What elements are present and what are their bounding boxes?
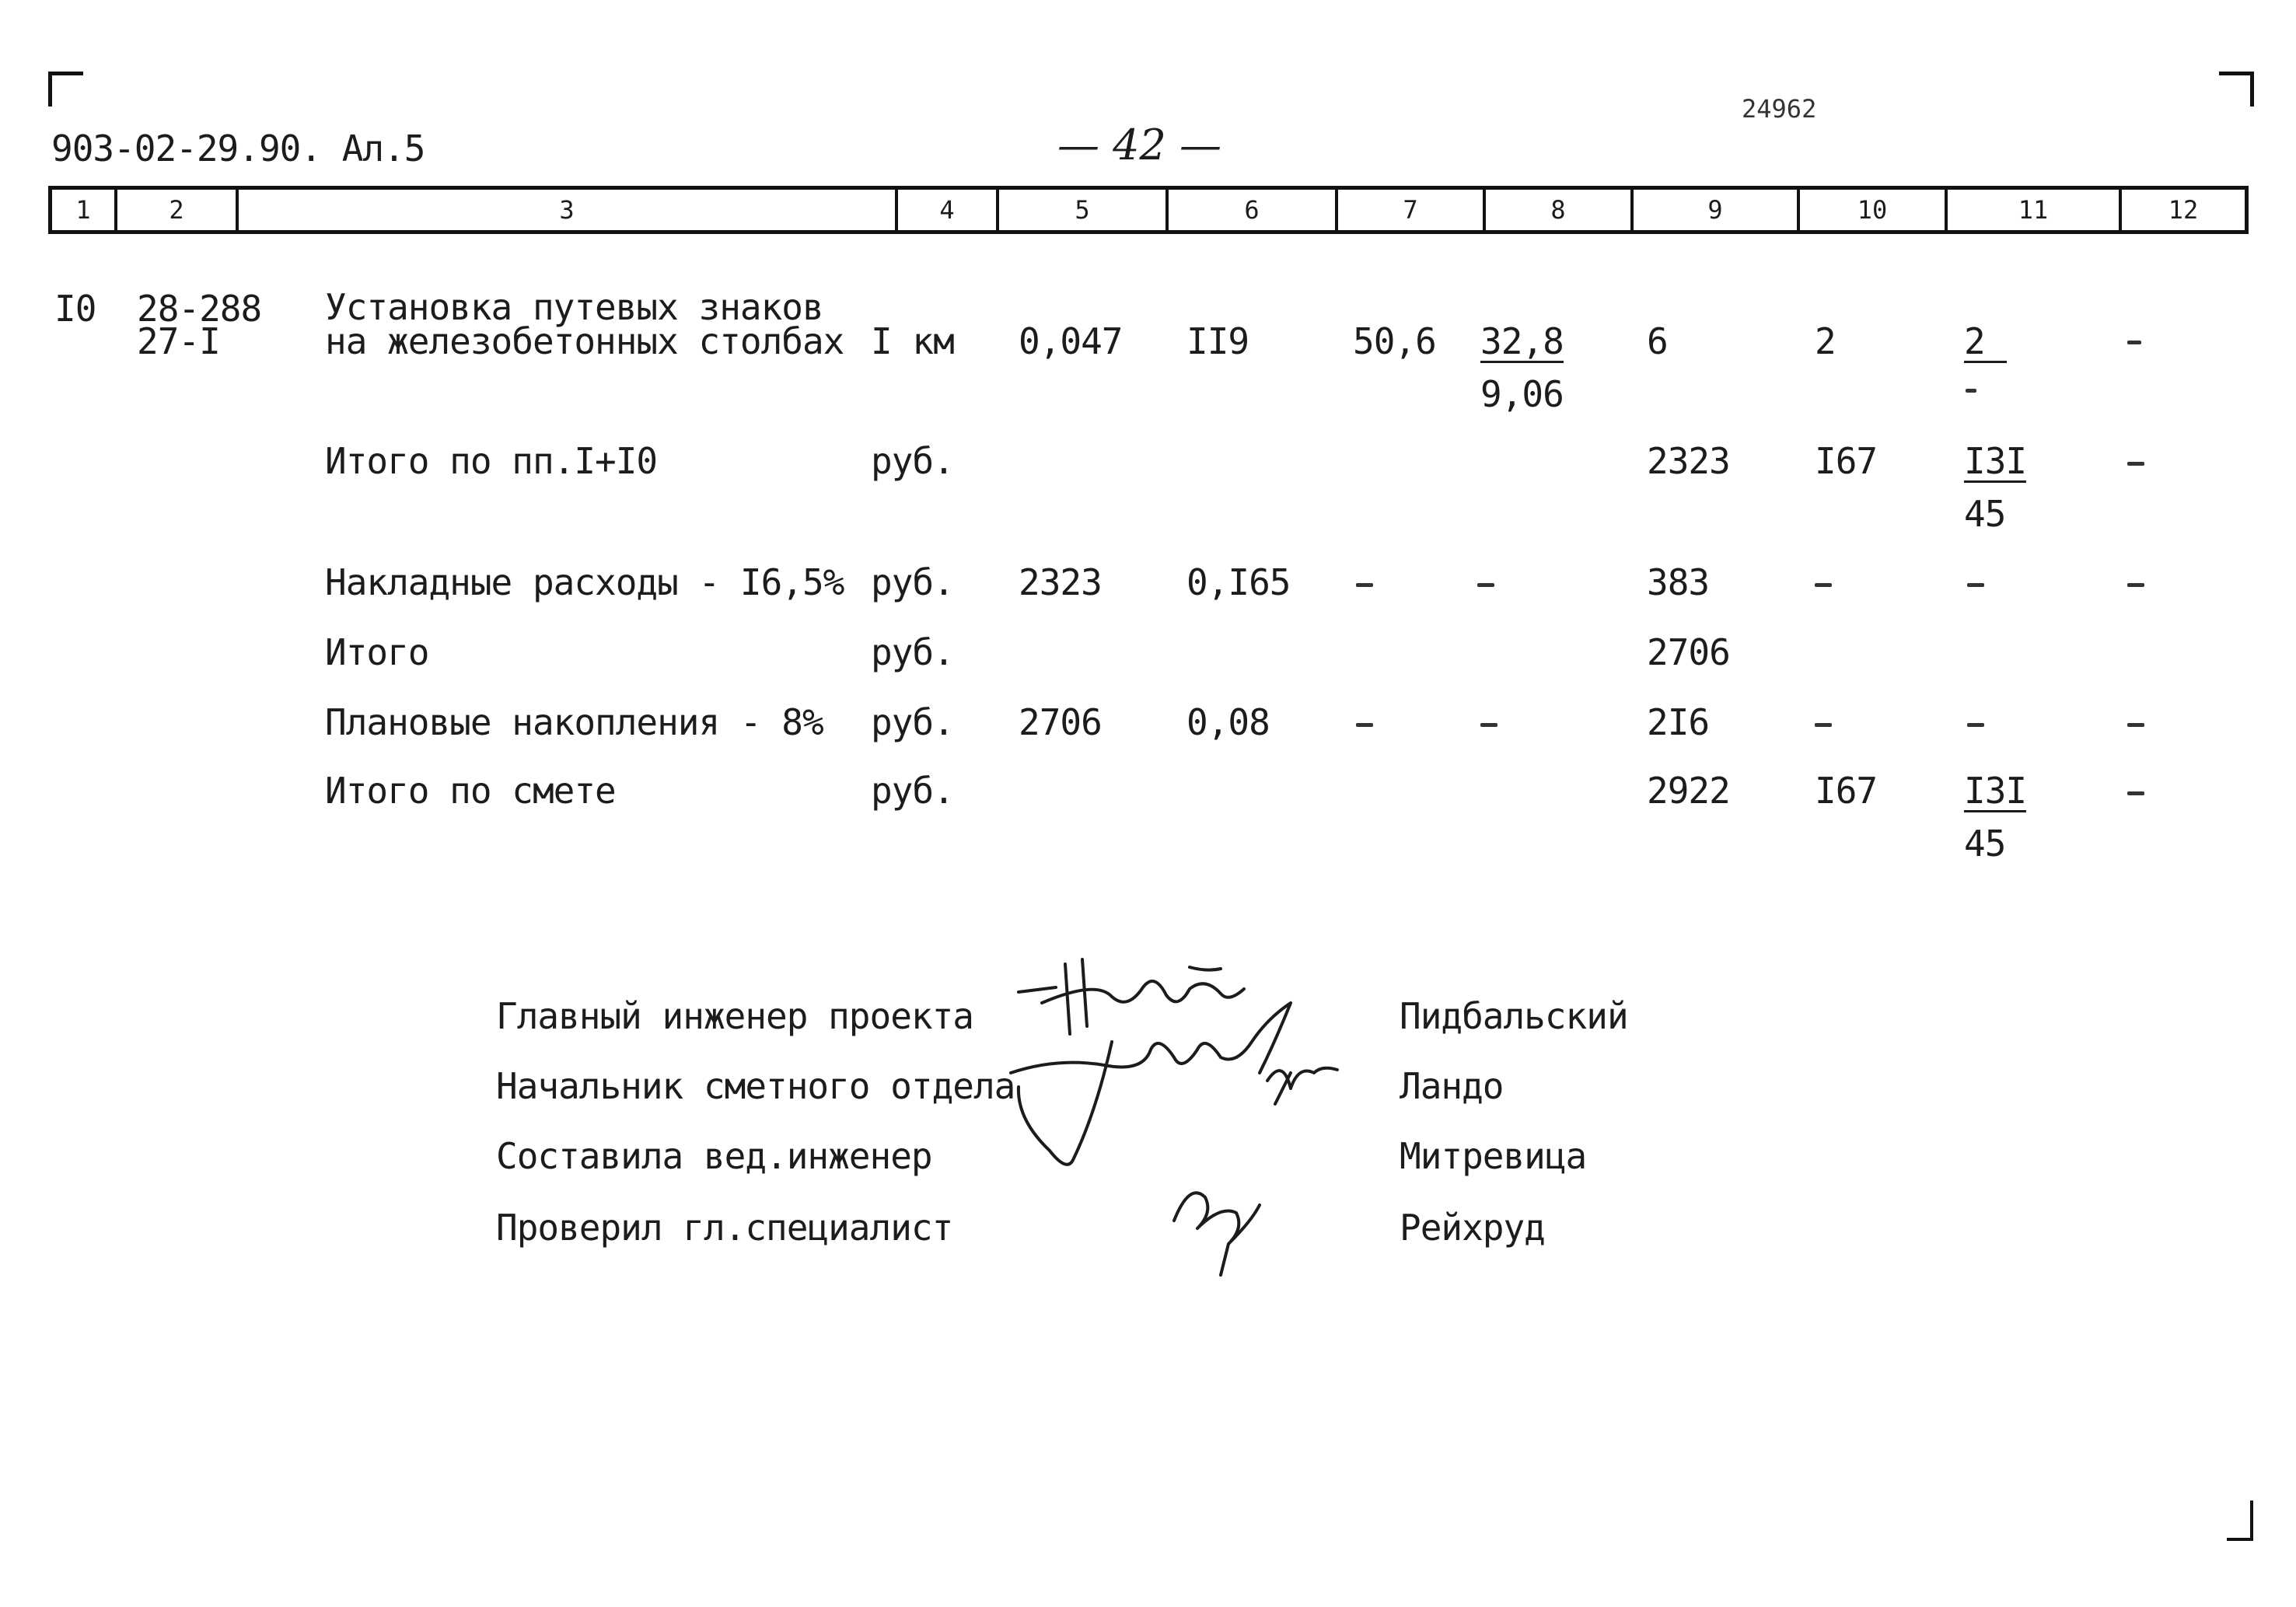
handwritten-signatures [995, 948, 1400, 1291]
value-col9: 2922 [1647, 770, 1730, 812]
signer-role: Начальник сметного отдела [496, 1065, 1015, 1107]
page-number: — 42 — [1057, 121, 1222, 169]
dash-mark [2127, 723, 2144, 727]
signer-name: Митревица [1400, 1135, 1587, 1177]
column-header: 5 [999, 190, 1169, 230]
rate: 0,08 [1186, 701, 1270, 743]
dash-mark [2127, 791, 2144, 795]
dash-mark [2127, 583, 2144, 587]
dash-mark [1356, 583, 1373, 587]
value-col11-top: 2 [1964, 323, 2007, 363]
signer-role: Главный инженер проекта [496, 995, 973, 1037]
document-code: 903-02-29.90. Ал.5 [51, 128, 425, 169]
row-description: Накладные расходы - I6,5% [325, 561, 844, 603]
stamp-number: 24962 [1742, 94, 1817, 124]
unit: руб. [871, 561, 954, 603]
unit: руб. [871, 440, 954, 482]
row-description: Итого по пп.I+I0 [325, 440, 658, 482]
dash-mark [1966, 389, 1976, 393]
base-amount: 2323 [1019, 561, 1102, 603]
work-description: Установка путевых знаков [325, 286, 823, 328]
price-code: 27-I [137, 320, 220, 362]
value-col11-top: I3I [1964, 440, 2027, 482]
unit-cost: II9 [1186, 320, 1249, 362]
dash-mark [1967, 583, 1984, 587]
column-header: 1 [52, 190, 117, 230]
dash-mark [1815, 583, 1832, 587]
dash-mark [1815, 723, 1832, 727]
dash-mark [1477, 583, 1494, 587]
unit: руб. [871, 631, 954, 673]
value-col9: 6 [1647, 320, 1668, 362]
value-col9: 2I6 [1647, 701, 1710, 743]
column-header-row [48, 186, 2249, 234]
quantity: 0,047 [1019, 320, 1123, 362]
value-col9: 2323 [1647, 440, 1730, 482]
column-header: 9 [1634, 190, 1800, 230]
value-col11-bottom: 45 [1964, 823, 2006, 865]
column-header: 4 [898, 190, 999, 230]
value-col8-top: 32,8 [1480, 320, 1564, 362]
signer-role: Проверил гл.специалист [496, 1207, 953, 1249]
value-col7: 50,6 [1353, 320, 1436, 362]
dash-mark [1480, 723, 1497, 727]
row-description: Итого [325, 631, 429, 673]
column-header: 3 [239, 190, 898, 230]
value-col8-bottom: 9,06 [1480, 373, 1564, 415]
rate: 0,I65 [1186, 561, 1291, 603]
value-col11-bottom: 45 [1964, 493, 2006, 535]
row-number: I0 [54, 288, 96, 330]
signer-role: Составила вед.инженер [496, 1135, 932, 1177]
work-description: на железобетонных столбах [325, 320, 844, 362]
price-code: 28-288 [137, 288, 262, 330]
dash-mark [1356, 723, 1373, 727]
row-description: Плановые накопления - 8% [325, 701, 823, 743]
signer-name: Пидбальский [1400, 995, 1628, 1037]
column-header: 12 [2168, 195, 2199, 225]
dash-mark [2127, 462, 2144, 466]
corner-mark-bottom-right [2227, 1500, 2253, 1541]
unit: руб. [871, 770, 954, 812]
unit: I км [871, 320, 954, 362]
corner-mark-top-left [48, 72, 83, 107]
column-header: 7 [1338, 190, 1486, 230]
column-header: 10 [1800, 190, 1948, 230]
column-header: 11 [1948, 190, 2122, 230]
column-header: 2 [117, 190, 239, 230]
value-col10: I67 [1815, 770, 1878, 812]
signer-name: Ландо [1400, 1065, 1504, 1107]
value-col9: 2706 [1647, 631, 1730, 673]
value-col10: I67 [1815, 440, 1878, 482]
dash-mark [1967, 723, 1984, 727]
dash-mark [2127, 341, 2141, 344]
column-header: 6 [1169, 190, 1338, 230]
signer-name: Рейхруд [1400, 1207, 1545, 1249]
value-col9: 383 [1647, 561, 1710, 603]
value-col11-top: I3I [1964, 770, 2027, 812]
base-amount: 2706 [1019, 701, 1102, 743]
value-col10: 2 [1815, 320, 1836, 362]
row-description: Итого по смете [325, 770, 616, 812]
unit: руб. [871, 701, 954, 743]
corner-mark-top-right [2219, 72, 2254, 107]
column-header: 8 [1486, 190, 1634, 230]
